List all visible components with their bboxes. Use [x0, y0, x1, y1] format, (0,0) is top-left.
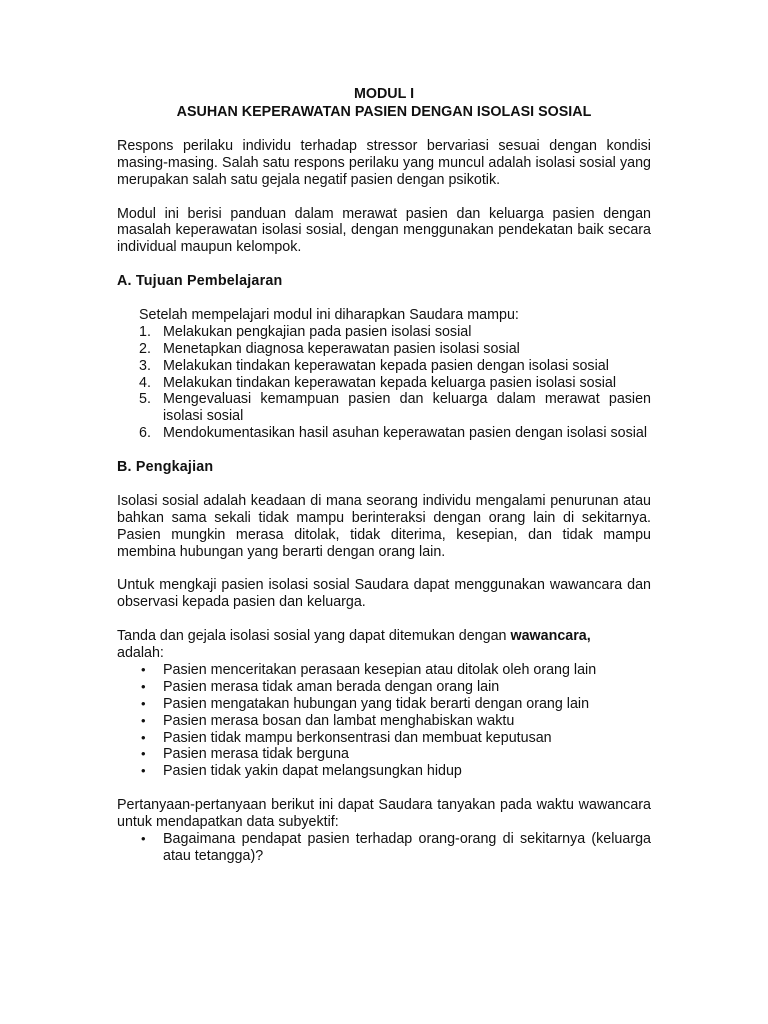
list-item-text: Pasien merasa tidak aman berada dengan orang lain [163, 678, 500, 695]
interview-keyword: wawancara, [510, 628, 591, 645]
interview-lead-text: Tanda dan gejala isolasi sosial yang dapat ditemukan dengan [117, 628, 511, 645]
list-item [139, 730, 651, 747]
list-item [139, 391, 651, 425]
list-item [139, 324, 651, 341]
list-item-text: Pasien merasa tidak berguna [163, 746, 349, 763]
list-item [139, 375, 651, 392]
list-item [139, 358, 651, 375]
bullet-icon: • [141, 830, 146, 846]
questions-list [117, 831, 651, 865]
list-item-text: Melakukan tindakan keperawatan kepada keluarga pasien isolasi sosial [163, 374, 617, 391]
list-item [139, 763, 651, 780]
bullet-icon: • [141, 712, 146, 728]
assessment-paragraph-1: Isolasi sosial adalah keadaan di mana seorang individu mengalami penurunan atau bahkan sama sekali tidak mampu berinteraksi dengan orang lain di sekitarnya. Pasien mungkin merasa ditolak, tidak diterima, kesepian, dan tidak mampu membina hubungan yang berarti dengan orang lain. [117, 492, 651, 560]
intro-paragraph-1: Respons perilaku individu terhadap stressor bervariasi sesuai dengan kondisi masing-masing. Salah satu respons perilaku yang muncul adalah isolasi sosial yang merupakan salah satu gejala negatif pasien dengan psikotik. [117, 137, 651, 188]
list-number: 5. [139, 391, 151, 408]
document-page [117, 86, 651, 865]
list-item-text: Bagaimana pendapat pasien terhadap orang-orang di sekitarnya (keluarga atau tetangga)? [163, 830, 651, 864]
module-label: MODUL I [353, 86, 415, 102]
list-item [139, 662, 651, 679]
list-item-text: Menetapkan diagnosa keperawatan pasien isolasi sosial [163, 340, 520, 357]
objectives-list [117, 324, 651, 442]
document-title: ASUHAN KEPERAWATAN PASIEN DENGAN ISOLASI SOSIAL [176, 103, 592, 120]
list-item-text: Pasien merasa bosan dan lambat menghabiskan waktu [163, 712, 515, 729]
list-number: 6. [139, 425, 151, 442]
list-item [139, 746, 651, 763]
list-number: 1. [139, 323, 151, 340]
list-item [139, 831, 651, 865]
list-item-text: Pasien mengatakan hubungan yang tidak berarti dengan orang lain [163, 695, 590, 712]
intro-paragraph-2: Modul ini berisi panduan dalam merawat pasien dan keluarga pasien dengan masalah keperawatan isolasi sosial, dengan menggunakan pendekatan baik secara individual maupun kelompok. [117, 205, 651, 256]
list-item [139, 425, 651, 442]
bullet-icon: • [141, 678, 146, 694]
symptoms-list [117, 662, 651, 780]
assessment-paragraph-3 [117, 628, 651, 662]
section-a-heading: A. Tujuan Pembelajaran [117, 273, 283, 290]
list-item-text: Pasien menceritakan perasaan kesepian atau ditolak oleh orang lain [163, 661, 597, 678]
bullet-icon: • [141, 661, 146, 677]
section-a-lead: Setelah mempelajari modul ini diharapkan Saudara mampu: [139, 306, 519, 323]
list-item-text: Pasien tidak yakin dapat melangsungkan hidup [163, 763, 462, 780]
bullet-icon: • [141, 746, 146, 762]
list-item-text: Melakukan tindakan keperawatan kepada pasien dengan isolasi sosial [163, 357, 609, 374]
list-number: 2. [139, 340, 151, 357]
list-item-text: Mengevaluasi kemampuan pasien dan keluarga dalam merawat pasien isolasi sosial [163, 391, 651, 425]
interview-lead-end: adalah: [117, 644, 164, 661]
list-number: 3. [139, 357, 151, 374]
list-item [139, 679, 651, 696]
list-item [139, 341, 651, 358]
list-item-text: Pasien tidak mampu berkonsentrasi dan membuat keputusan [163, 729, 552, 746]
bullet-icon: • [141, 695, 146, 711]
list-number: 4. [139, 374, 151, 391]
list-item [139, 713, 651, 730]
assessment-paragraph-2: Untuk mengkaji pasien isolasi sosial Saudara dapat menggunakan wawancara dan observasi kepada pasien dan keluarga. [117, 577, 651, 611]
list-item-text: Mendokumentasikan hasil asuhan keperawatan pasien dengan isolasi sosial [163, 425, 648, 442]
list-item-text: Melakukan pengkajian pada pasien isolasi sosial [163, 323, 472, 340]
assessment-paragraph-4: Pertanyaan-pertanyaan berikut ini dapat Saudara tanyakan pada waktu wawancara untuk mendapatkan data subyektif: [117, 797, 651, 831]
bullet-icon: • [141, 729, 146, 745]
bullet-icon: • [141, 763, 146, 779]
section-b-heading: B. Pengkajian [117, 459, 214, 476]
list-item [139, 696, 651, 713]
